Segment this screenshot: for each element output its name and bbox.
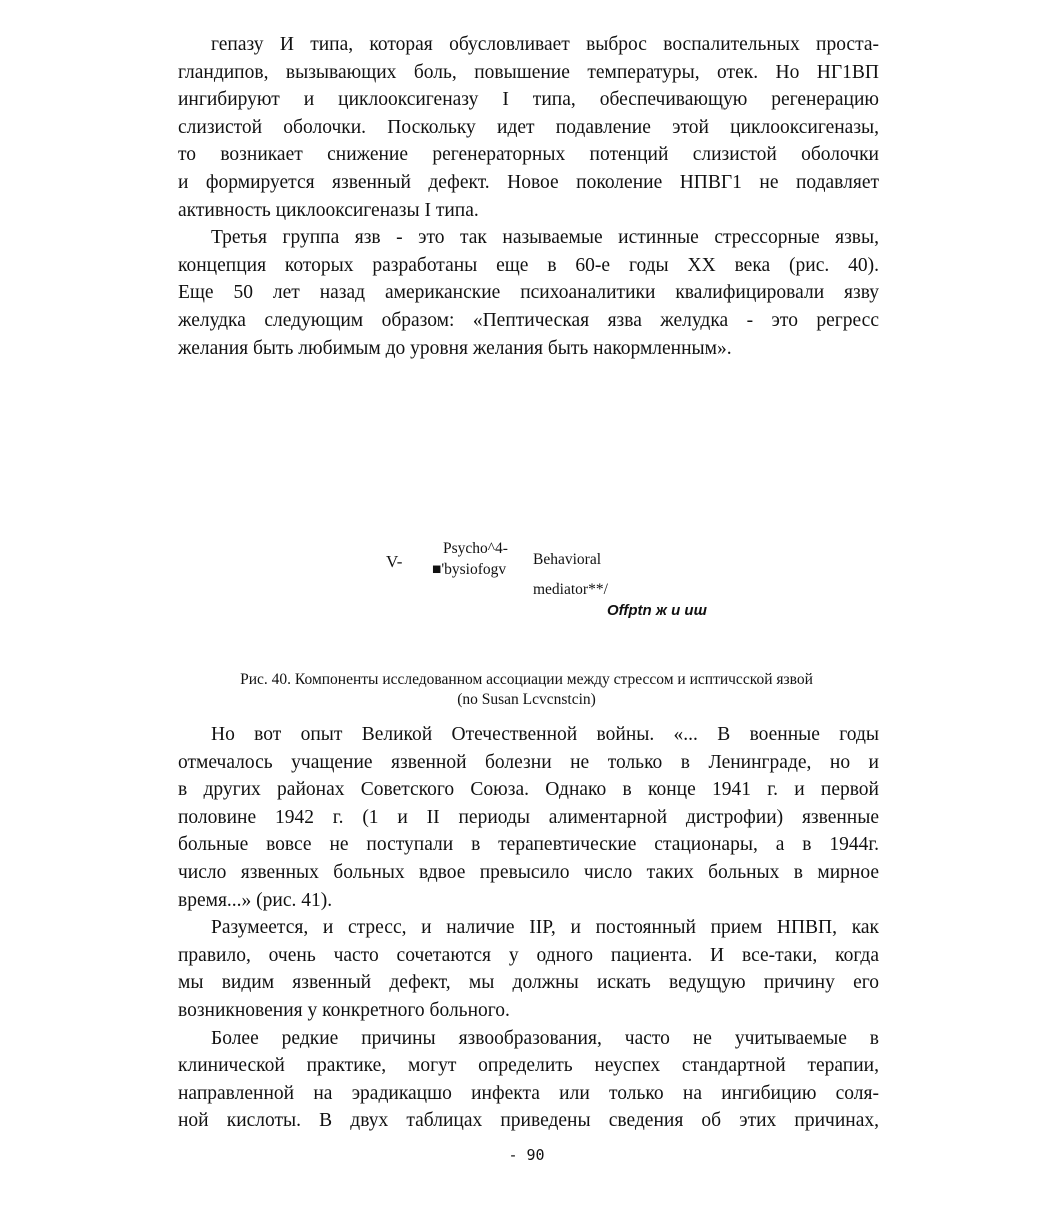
figure-psycho-label: Psycho^4- — [443, 540, 508, 557]
text-line: то возникает снижение регенераторных потенций слизистой оболочки — [178, 144, 879, 166]
text-line: Но вот опыт Великой Отечественной войны. «... В военные годы — [211, 724, 879, 745]
caption-line-2: (no Susan Lcvcnstcin) — [457, 691, 596, 708]
text-line: клинической практике, могут определить неуспех стандартной терапии, — [178, 1055, 879, 1077]
text-line: мы видим язвенный дефект, мы должны искать ведущую причину его — [178, 972, 879, 994]
text-line: время...» (рис. 41). — [178, 889, 333, 911]
text-line: половине 1942 г. (1 и II периоды алиментарной дистрофии) язвенные — [178, 806, 879, 828]
figure-offptn-label: Offptn ж и иш — [607, 602, 707, 619]
text-line: и формируется язвенный дефект. Новое поколение НПВГ1 не подавляет — [178, 171, 879, 193]
figure-mediator-label: mediator**/ — [533, 581, 608, 598]
text-line: отмечалось учащение язвенной болезни не только в Ленинграде, но и — [178, 751, 879, 773]
top-text-block — [178, 31, 879, 362]
figure-40 — [0, 530, 1053, 640]
text-line: активность циклооксигеназы I типа. — [178, 199, 479, 221]
figure-arrow-label: V- — [386, 552, 403, 571]
text-line: гландипов, вызывающих боль, повышение температуры, отек. Но НГ1ВП — [178, 61, 879, 83]
figure-caption — [150, 670, 903, 710]
text-line: правило, очень часто сочетаются у одного пациента. И все-таки, когда — [178, 944, 879, 966]
text-line: Разумеется, и стресс, и наличие IIP, и постоянный прием НПВП, как — [211, 917, 879, 939]
text-line: ингибируют и циклооксигеназу I типа, обеспечивающую регенерацию — [178, 89, 879, 111]
caption-line-1: Рис. 40. Компоненты исследованном ассоциации между стрессом и исптичсской язвой — [240, 671, 813, 688]
bottom-text-block — [178, 721, 879, 1135]
text-line: Более редкие причины язвообразования, часто не учитываемые в — [211, 1027, 879, 1049]
text-line: Еще 50 лет назад американские психоаналитики квалифицировали язву — [178, 282, 879, 304]
text-line: гепазу И типа, которая обусловливает выброс воспалительных проста- — [211, 34, 879, 55]
text-line: направленной на эрадикацшо инфекта или только на ингибицию соля- — [178, 1082, 879, 1104]
figure-behavioral-label: Behavioral — [533, 551, 602, 568]
text-line: желудка следующим образом: «Пептическая язва желудка - это регресс — [178, 309, 879, 331]
text-line: желания быть любимым до уровня желания быть накормленным». — [178, 337, 732, 359]
text-line: ной кислоты. В двух таблицах приведены сведения об этих причинах, — [178, 1110, 879, 1132]
page-number: - 90 — [508, 1146, 545, 1164]
text-line: Третья группа язв - это так называемые истинные стрессорные язвы, — [211, 227, 879, 249]
text-line: слизистой оболочки. Поскольку идет подавление этой циклооксигеназы, — [178, 116, 879, 138]
text-line: в других районах Советского Союза. Однако в конце 1941 г. и первой — [178, 779, 879, 801]
text-line: концепция которых разработаны еще в 60-е годы XX века (рис. 40). — [178, 254, 879, 276]
text-line: больные вовсе не поступали в терапевтические стационары, а в 1944г. — [178, 834, 879, 856]
text-line: число язвенных больных вдвое превысило число таких больных в мирное — [178, 861, 879, 883]
text-line: возникновения у конкретного больного. — [178, 999, 510, 1021]
figure-physio-label: ■'bysiofogv — [432, 561, 507, 578]
